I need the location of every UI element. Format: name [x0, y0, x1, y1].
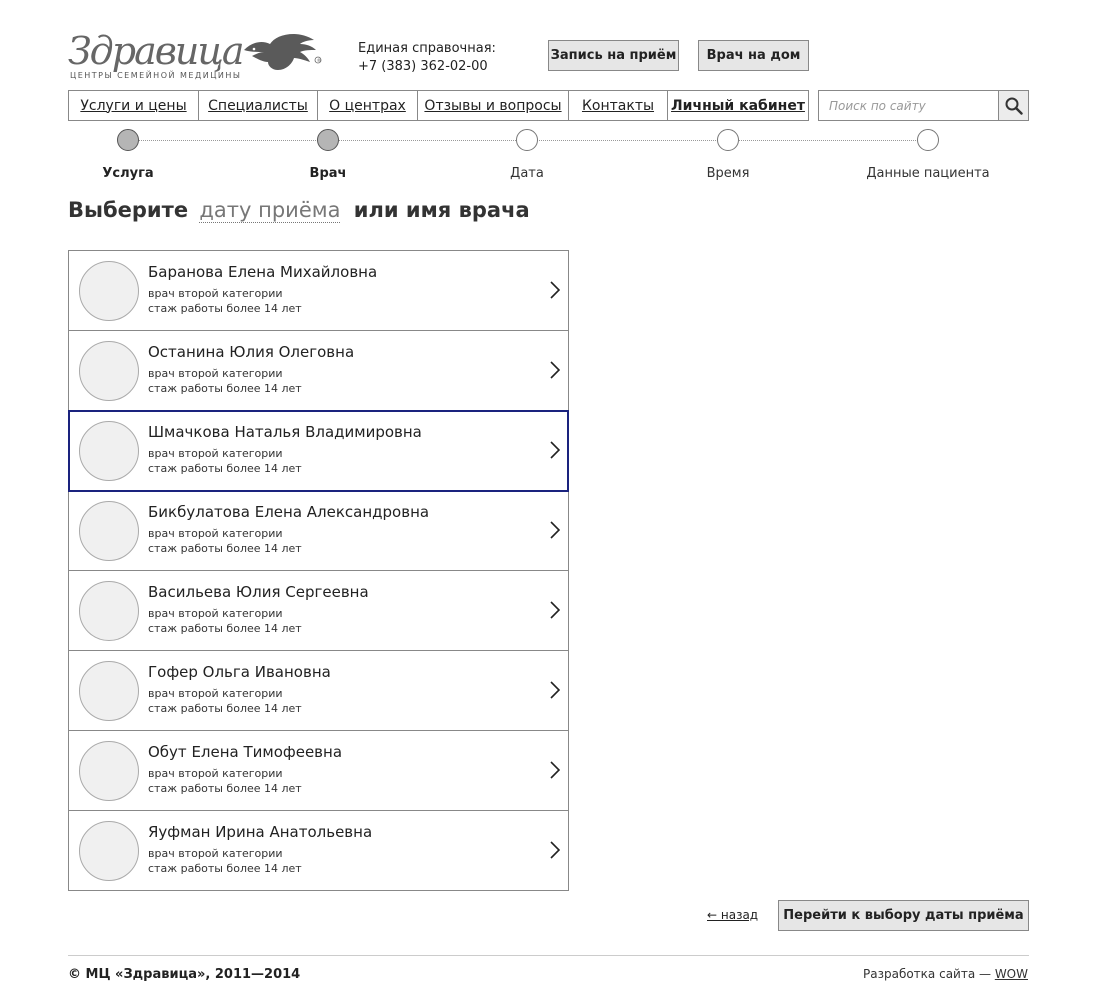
choose-date-link[interactable]: дату приёма	[199, 198, 341, 222]
site-search	[818, 90, 1029, 121]
nav-item-contacts[interactable]: Контакты	[569, 91, 668, 120]
search-input[interactable]	[819, 91, 999, 120]
doctor-experience: стаж работы более 14 лет	[148, 462, 302, 475]
doctor-card[interactable]	[69, 491, 568, 571]
chevron-right-icon	[550, 841, 560, 859]
step-doctor[interactable]: Врач	[258, 128, 398, 181]
doctor-category: врач второй категории	[148, 687, 283, 700]
doctor-category: врач второй категории	[148, 367, 283, 380]
logo-wordmark: Здравица	[68, 29, 243, 73]
svg-text:®: ®	[316, 58, 322, 64]
appointment-button[interactable]: Запись на приём	[548, 40, 679, 71]
booking-steps	[68, 128, 1028, 188]
chevron-right-icon	[550, 521, 560, 539]
avatar	[79, 741, 139, 801]
hotline	[358, 40, 496, 76]
doctor-list	[68, 250, 569, 891]
doctor-card[interactable]	[69, 811, 568, 891]
doctor-experience: стаж работы более 14 лет	[148, 622, 302, 635]
doctor-experience: стаж работы более 14 лет	[148, 862, 302, 875]
chevron-right-icon	[550, 361, 560, 379]
nav-item-account[interactable]: Личный кабинет	[671, 97, 805, 114]
next-step-button[interactable]: Перейти к выбору даты приёма	[778, 900, 1029, 931]
step-dot-pending	[717, 129, 739, 151]
avatar	[79, 261, 139, 321]
chevron-right-icon	[550, 761, 560, 779]
avatar	[79, 581, 139, 641]
chevron-right-icon	[550, 441, 560, 459]
main-nav	[68, 90, 809, 121]
step-dot-pending	[917, 129, 939, 151]
house-call-button[interactable]: Врач на дом	[698, 40, 809, 71]
doctor-category: врач второй категории	[148, 767, 283, 780]
page-title: Выберите дату приёма или имя врача	[68, 198, 530, 222]
avatar	[79, 421, 139, 481]
doctor-name: Баранова Елена Михайловна	[148, 263, 378, 281]
doctor-card[interactable]	[69, 731, 568, 811]
doctor-name: Обут Елена Тимофеевна	[148, 743, 343, 761]
step-date: Дата	[457, 128, 597, 181]
doctor-card[interactable]	[69, 331, 568, 411]
avatar	[79, 821, 139, 881]
back-link[interactable]: ← назад	[707, 908, 759, 922]
doctor-experience: стаж работы более 14 лет	[148, 782, 302, 795]
hotline-phone: +7 (383) 362-02-00	[358, 59, 488, 74]
doctor-experience: стаж работы более 14 лет	[148, 542, 302, 555]
nav-item-centers[interactable]: О центрах	[318, 91, 418, 120]
step-dot-done	[117, 129, 139, 151]
avatar	[79, 501, 139, 561]
doctor-name: Шмачкова Наталья Владимировна	[148, 423, 422, 441]
nav-item-services[interactable]: Услуги и цены	[69, 91, 199, 120]
chevron-right-icon	[550, 281, 560, 299]
doctor-category: врач второй категории	[148, 847, 283, 860]
avatar	[79, 341, 139, 401]
developer-link[interactable]: WOW	[994, 967, 1028, 981]
doctor-card[interactable]	[69, 651, 568, 731]
site-logo[interactable]	[68, 28, 328, 84]
doctor-card-selected[interactable]	[69, 411, 568, 491]
footer-divider	[68, 955, 1029, 956]
chevron-right-icon	[550, 601, 560, 619]
developer-credit: Разработка сайта — WOW	[863, 967, 1028, 981]
hotline-label: Единая справочная:	[358, 41, 496, 56]
doctor-name: Васильева Юлия Сергеевна	[148, 583, 369, 601]
step-dot-done	[317, 129, 339, 151]
step-patient-data: Данные пациента	[858, 128, 998, 181]
step-dot-pending	[516, 129, 538, 151]
doctor-category: врач второй категории	[148, 447, 283, 460]
doctor-name: Яуфман Ирина Анатольевна	[148, 823, 373, 841]
nav-item-reviews[interactable]: Отзывы и вопросы	[418, 91, 569, 120]
chevron-right-icon	[550, 681, 560, 699]
doctor-category: врач второй категории	[148, 607, 283, 620]
logo-tagline: ЦЕНТРЫ СЕМЕЙНОЙ МЕДИЦИНЫ	[70, 71, 242, 80]
doctor-name: Гофер Ольга Ивановна	[148, 663, 331, 681]
avatar	[79, 661, 139, 721]
search-button[interactable]	[998, 91, 1028, 120]
doctor-experience: стаж работы более 14 лет	[148, 702, 302, 715]
nav-item-specialists[interactable]: Специалисты	[199, 91, 318, 120]
doctor-card[interactable]	[69, 571, 568, 651]
search-icon	[1005, 97, 1023, 115]
doctor-name: Бикбулатова Елена Александровна	[148, 503, 430, 521]
doctor-card[interactable]	[69, 251, 568, 331]
doctor-experience: стаж работы более 14 лет	[148, 302, 302, 315]
step-time: Время	[658, 128, 798, 181]
doctor-category: врач второй категории	[148, 287, 283, 300]
doctor-experience: стаж работы более 14 лет	[148, 382, 302, 395]
step-service[interactable]: Услуга	[58, 128, 198, 181]
bird-hand-logo-icon	[242, 30, 322, 74]
doctor-category: врач второй категории	[148, 527, 283, 540]
doctor-name: Останина Юлия Олеговна	[148, 343, 355, 361]
copyright: © МЦ «Здравица», 2011—2014	[68, 967, 301, 982]
